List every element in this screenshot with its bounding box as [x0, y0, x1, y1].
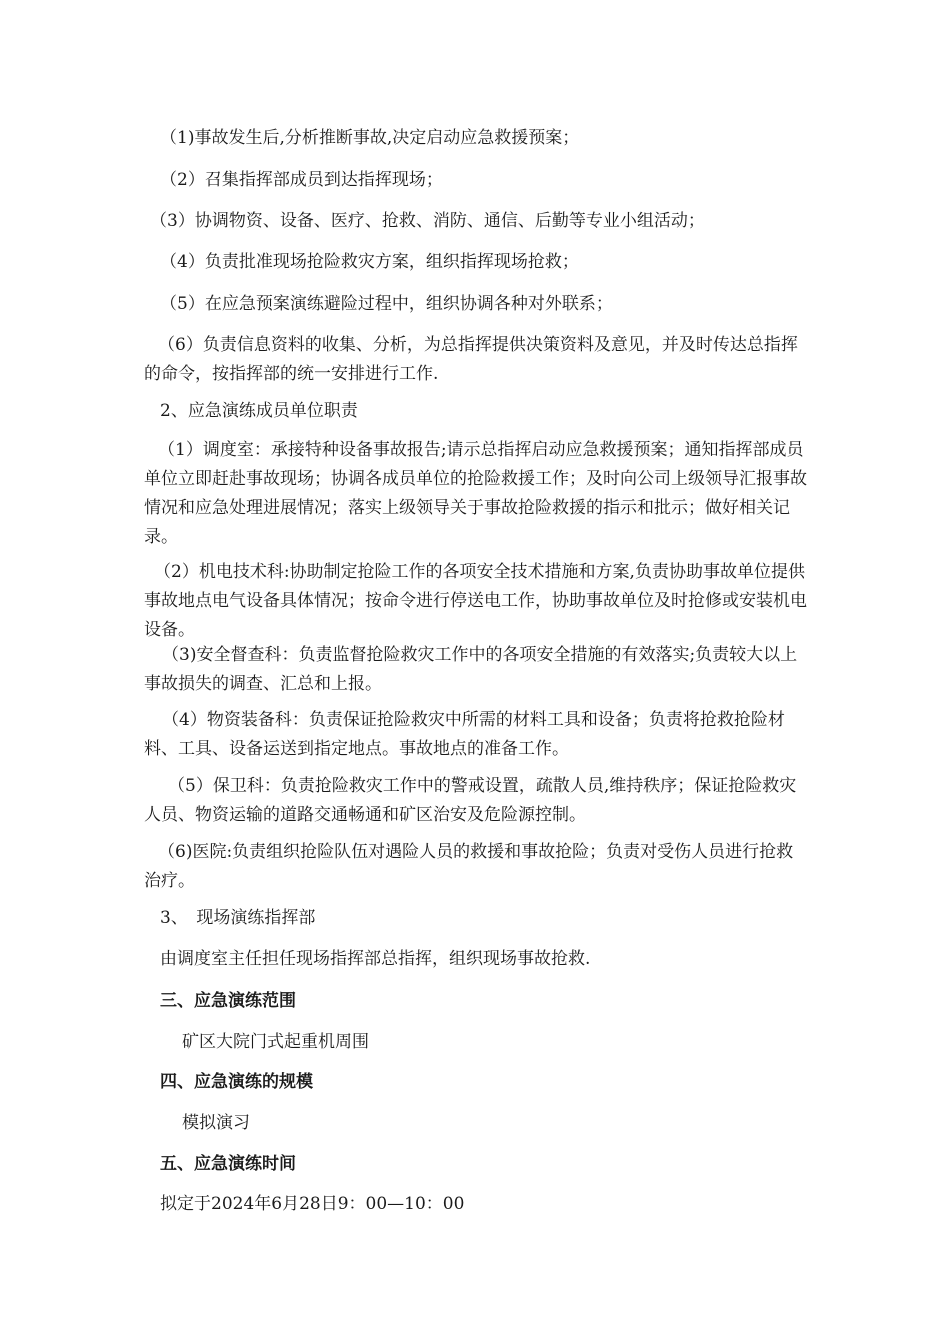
heading-time: 五、应急演练时间: [160, 1154, 296, 1174]
paragraph-safety-inspection: （3)安全督查科：负责监督抢险救灾工作中的各项安全措施的有效落实;负责较大以上事故损失的调查、汇总和上报。: [144, 645, 798, 694]
paragraph-electromechanical: （2）机电技术科:协助制定抢险工作的各项安全技术措施和方案,负责协助事故单位提供事故地点电气设备具体情况；按命令进行停送电工作，协助事故单位及时抢修或安装机电设备。: [144, 562, 807, 640]
paragraph-scope: 矿区大院门式起重机周围: [182, 1032, 369, 1052]
paragraph-hospital: （6)医院:负责组织抢险队伍对遇险人员的救援和事故抢险；负责对受伤人员进行抢救治疗。: [144, 842, 794, 891]
paragraph-field-command: 由调度室主任担任现场指挥部总指挥，组织现场事故抢救.: [160, 949, 591, 969]
paragraph-time: 拟定于2024年6月28日9：00—10：00: [160, 1194, 465, 1214]
section-3-heading: 3、 现场演练指挥部: [160, 908, 316, 928]
paragraph-security: （5）保卫科：负责抢险救灾工作中的警戒设置，疏散人员,维持秩序；保证抢险救灾人员、物资运输的道路交通畅通和矿区治安及危险源控制。: [144, 776, 797, 825]
paragraph-scale: 模拟演习: [182, 1113, 250, 1133]
paragraph-5: （5）在应急预案演练避险过程中，组织协调各种对外联系；: [160, 294, 613, 314]
paragraph-materials: （4）物资装备科：负责保证抢险救灾中所需的材料工具和设备；负责将抢救抢险材料、工具、设备运送到指定地点。事故地点的准备工作。: [144, 710, 785, 759]
section-2-heading: 2、应急演练成员单位职责: [160, 401, 358, 421]
paragraph-2: （2）召集指挥部成员到达指挥现场；: [160, 170, 443, 190]
paragraph-1: （1)事故发生后,分析推断事故,决定启动应急救援预案；: [160, 128, 580, 148]
paragraph-4: （4）负责批准现场抢险救灾方案，组织指挥现场抢救；: [160, 252, 579, 272]
paragraph-3: （3）协调物资、设备、医疗、抢救、消防、通信、后勤等专业小组活动；: [150, 211, 705, 231]
heading-scope: 三、应急演练范围: [160, 991, 296, 1011]
paragraph-dispatch-room: （1）调度室：承接特种设备事故报告;请示总指挥启动应急救援预案；通知指挥部成员单位立即赶赴事故现场；协调各成员单位的抢险救援工作；及时向公司上级领导汇报事故情况和应急处理进展情况；落实上级领导关于事故抢险救援的指示和批示；做好相关记录。: [144, 440, 807, 547]
paragraph-6: （6）负责信息资料的收集、分析，为总指挥提供决策资料及意见，并及时传达总指挥的命令，按指挥部的统一安排进行工作.: [144, 335, 798, 384]
heading-scale: 四、应急演练的规模: [160, 1072, 313, 1092]
